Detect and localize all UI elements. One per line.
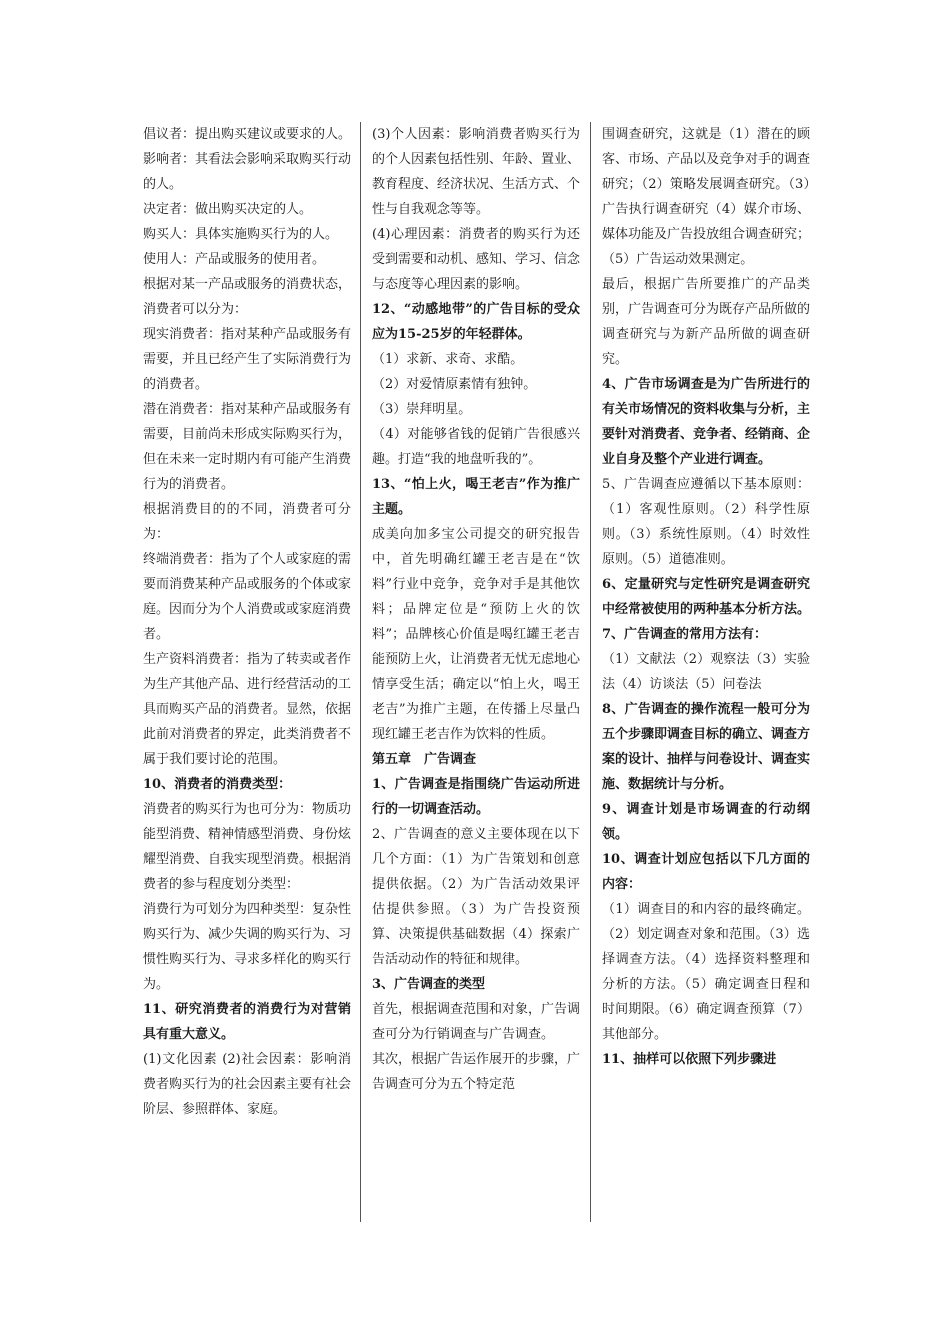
paragraph: 根据对某一产品或服务的消费状态，消费者可以分为： [143, 277, 352, 317]
paragraph: 围调查研究，这就是（1）潜在的顾客、市场、产品以及竞争对手的调查研究；（2）策略发展调查研究。（3）广告执行调查研究（4）媒介市场、媒体功能及广告投放组合调查研究；（5）广告运动效果测定。 [602, 127, 811, 267]
section-heading: 3、广告调查的类型 [372, 977, 486, 992]
column-divider [360, 122, 361, 1222]
paragraph: 潜在消费者：指对某种产品或服务有需要，目前尚未形成实际购买行为，但在未来一定时期内有可能产生消费行为的消费者。 [143, 402, 352, 492]
paragraph: （1）求新、求奇、求酷。 [372, 352, 524, 367]
paragraph: （1）调查目的和内容的最终确定。（2）划定调查对象和范围。（3）选择调查方法。（4）选择资料整理和分析的方法。（5）确定调查日程和时间期限。（6）确定调查预算（7）其他部分。 [602, 902, 810, 1042]
section-heading: 4、广告市场调查是为广告所进行的有关市场情况的资料收集与分析，主要针对消费者、竞争者、经销商、企业自身及整个产业进行调查。 [602, 377, 811, 467]
section-heading: 10、调查计划应包括以下几方面的内容： [602, 852, 810, 892]
paragraph: 消费行为可划分为四种类型：复杂性购买行为、减少失调的购买行为、习惯性购买行为、寻求多样化的购买行为。 [143, 902, 352, 992]
section-heading: 7、广告调查的常用方法有： [602, 627, 768, 642]
paragraph: 现实消费者：指对某种产品或服务有需要，并且已经产生了实际消费行为的消费者。 [143, 327, 352, 392]
text-column-1 [143, 122, 351, 1122]
section-heading: 9、调查计划是市场调查的行动纲领。 [602, 802, 810, 842]
paragraph: (4)心理因素：消费者的购买行为还受到需要和动机、感知、学习、信念与态度等心理因素的影响。 [372, 227, 581, 292]
paragraph: 影响者：其看法会影响采取购买行动的人。 [143, 152, 352, 192]
section-heading: 12、“动感地带”的广告目标的受众应为15-25岁的年轻群体。 [372, 302, 580, 342]
paragraph: 购买人：具体实施购买行为的人。 [143, 227, 339, 242]
paragraph: (1)文化因素 (2)社会因素：影响消费者购买行为的社会因素主要有社会阶层、参照群体、家庭。 [143, 1052, 352, 1117]
paragraph: 使用人：产品或服务的使用者。 [143, 252, 326, 267]
paragraph: 最后，根据广告所要推广的产品类别，广告调查可分为既存产品所做的调查研究与为新产品所做的调查研究。 [602, 277, 811, 367]
paragraph: 2、广告调查的意义主要体现在以下几个方面：（1）为广告策划和创意提供依据。（2）为广告活动效果评估提供参照。（3）为广告投资预算、决策提供基础数据（4）探索广告活动动作的特征和规律。 [372, 827, 580, 967]
paragraph: 根据消费目的的不同，消费者可分为： [143, 502, 351, 542]
paragraph: 终端消费者：指为了个人或家庭的需要而消费某种产品或服务的个体或家庭。因而分为个人消费或或家庭消费者。 [143, 552, 352, 642]
section-heading: 13、“怕上火，喝王老吉”作为推广主题。 [372, 477, 580, 517]
text-column-3 [602, 122, 810, 1072]
text-column-2 [372, 122, 580, 1097]
section-heading: 1、广告调查是指围绕广告运动所进行的一切调查活动。 [372, 777, 580, 817]
paragraph: （4）对能够省钱的促销广告很感兴趣。打造“我的地盘听我的”。 [372, 427, 580, 467]
paragraph: 其次，根据广告运作展开的步骤，广告调查可分为五个特定范 [372, 1052, 581, 1092]
paragraph: （2）对爱情原素情有独钟。 [372, 377, 537, 392]
paragraph: （3）崇拜明星。 [372, 402, 472, 417]
paragraph: 成美向加多宝公司提交的研究报告中，首先明确红罐王老吉是在“饮料”行业中竞争，竞争对手是其他饮料；品牌定位是“预防上火的饮料”；品牌核心价值是喝红罐王老吉能预防上火，让消费者无忧无虑地心情享受生活；确定以“怕上火，喝王老吉”为推广主题，在传播上尽量凸现红罐王老吉作为饮料的性质。 [372, 527, 581, 742]
section-heading: 11、研究消费者的消费行为对营销具有重大意义。 [143, 1002, 351, 1042]
paragraph: (3)个人因素：影响消费者购买行为的个人因素包括性别、年龄、置业、教育程度、经济状况、生活方式、个性与自我观念等等。 [372, 127, 581, 217]
section-heading: 10、消费者的消费类型： [143, 777, 292, 792]
paragraph: 倡议者：提出购买建议或要求的人。 [143, 127, 352, 142]
paragraph: 消费者的购买行为也可分为：物质功能型消费、精神情感型消费、身份炫耀型消费、自我实现型消费。根据消费者的参与程度划分类型： [143, 802, 352, 892]
section-heading: 11、抽样可以依照下列步骤进 [602, 1052, 777, 1067]
paragraph: 5、广告调查应遵循以下基本原则：（1）客观性原则。（2）科学性原则。（3）系统性原则。（4）时效性原则。（5）道德准则。 [602, 477, 810, 567]
paragraph: 决定者：做出购买决定的人。 [143, 202, 313, 217]
section-heading: 6、定量研究与定性研究是调查研究中经常被使用的两种基本分析方法。 [602, 577, 811, 617]
paragraph: 生产资料消费者：指为了转卖或者作为生产其他产品、进行经营活动的工具而购买产品的消费者。显然，依据此前对消费者的界定，此类消费者不属于我们要讨论的范围。 [143, 652, 352, 767]
paragraph: （1）文献法（2）观察法（3）实验法（4）访谈法（5）问卷法 [602, 652, 810, 692]
column-divider [590, 122, 591, 1222]
paragraph: 首先，根据调查范围和对象，广告调查可分为行销调查与广告调查。 [372, 1002, 581, 1042]
section-heading: 第五章 广告调查 [372, 752, 477, 767]
section-heading: 8、广告调查的操作流程一般可分为五个步骤即调查目标的确立、调查方案的设计、抽样与问卷设计、调查实施、数据统计与分析。 [602, 702, 811, 792]
